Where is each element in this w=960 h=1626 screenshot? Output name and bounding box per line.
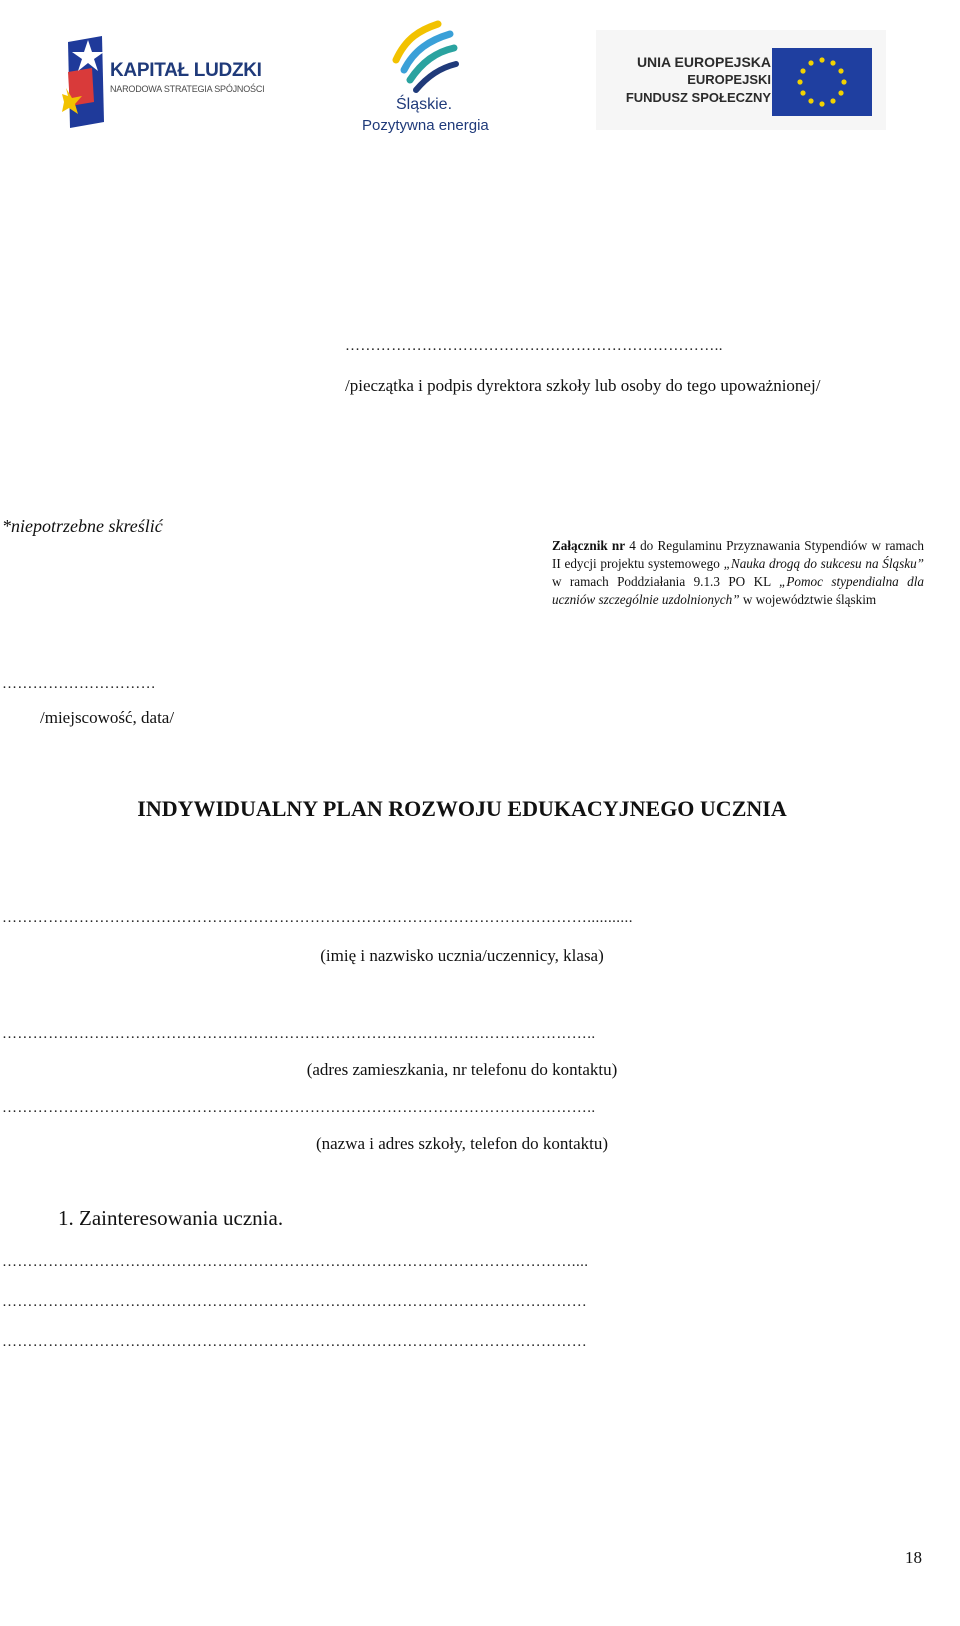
school-dots: …………………………………………………………………………………………………….. [2,1100,596,1116]
annex-label: Załącznik nr [552,538,626,553]
eu-line-2: EUROPEJSKI [687,72,771,87]
address-caption: (adres zamieszkania, nr telefonu do kontaktu) [306,1060,618,1079]
kapital-ludzki-subtitle: NARODOWA STRATEGIA SPÓJNOŚCI [110,84,265,94]
annex-project-name: „Nauka drogą do sukcesu na Śląsku” [723,556,925,571]
eu-line-3: FUNDUSZ SPOŁECZNY [625,90,771,105]
annex-measure-name: „Pomoc stypendialna dla uczniów szczególnie uzdolnionych” [552,574,925,607]
student-name-caption: (imię i nazwisko ucznia/uczennicy, klasa) [320,946,604,965]
page-number: 18 [905,1548,922,1567]
kapital-ludzki-emblem-icon [62,32,110,132]
annex-text-1: 4 do Regulaminu Przyznawania Stypendiów w ramach II edycji projektu systemowego [552,538,924,571]
section-1-line-2: …………………………………………………………………………………………………… [2,1294,588,1310]
annex-note [552,537,924,609]
section-1-line-3: …………………………………………………………………………………………………… [2,1334,588,1350]
annex-text-3: w województwie śląskim [739,592,877,607]
annex-text-2: w ramach Poddziałania 9.1.3 PO KL [552,574,780,589]
place-date-caption: /miejscowość, data/ [40,708,175,727]
signature-dots: ……………………………………………………………….. [345,338,723,354]
footnote: *niepotrzebne skreślić [2,516,163,536]
slaskie-logo [362,20,502,140]
eu-flag-icon [772,48,872,116]
eu-line-1: UNIA EUROPEJSKA [636,54,771,70]
address-dots: …………………………………………………………………………………………………….. [2,1026,596,1042]
signature-caption: /pieczątka i podpis dyrektora szkoły lub osoby do tego upoważnionej/ [345,376,821,395]
slaskie-waves-icon [390,20,460,95]
student-name-dots: ……………………………………………………………………………………………………........... [2,910,633,926]
section-1-line-1: ………………………………………………………………………………………………….... [2,1254,589,1270]
kapital-ludzki-logo [62,32,277,132]
eu-logo [596,30,886,130]
section-1-title: 1. Zainteresowania ucznia. [58,1206,284,1230]
slaskie-name: Śląskie. [396,96,453,113]
school-caption: (nazwa i adres szkoły, telefon do kontaktu) [315,1134,609,1153]
kapital-ludzki-title: KAPITAŁ LUDZKI [110,60,262,81]
place-date-dots: ………………………… [2,676,156,692]
slaskie-tagline: Pozytywna energia [362,117,489,134]
document-heading: INDYWIDUALNY PLAN ROZWOJU EDUKACYJNEGO UCZNIA [137,796,787,821]
